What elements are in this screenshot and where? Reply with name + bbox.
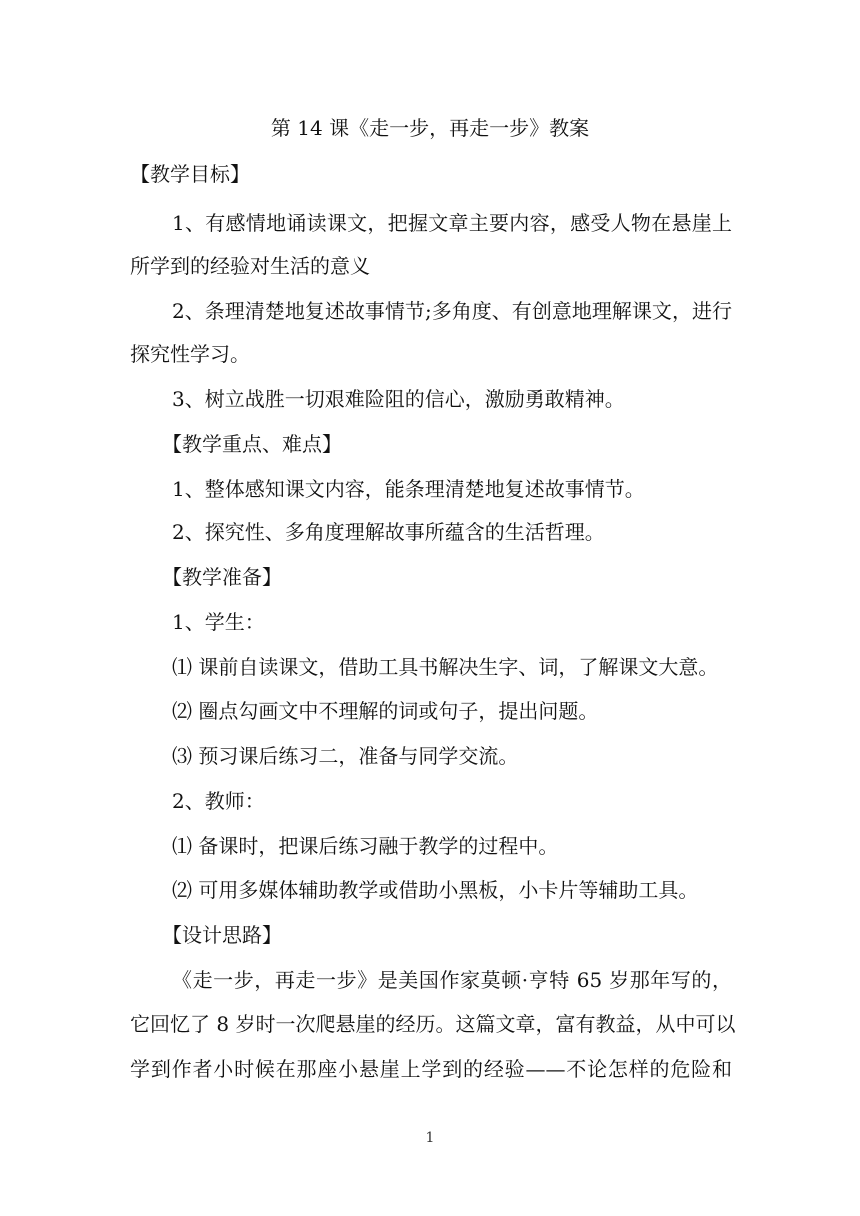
paragraph-line: 2、探究性、多角度理解故事所蕴含的生活哲理。 (172, 520, 605, 544)
document-title: 第 14 课《走一步，再走一步》教案 (270, 116, 590, 140)
page-number: 1 (425, 1130, 435, 1146)
list-item: ⑶ 预习课后练习二，准备与同学交流。 (172, 744, 519, 768)
paragraph-line: 3、树立战胜一切艰难险阻的信心，激励勇敢精神。 (172, 387, 625, 411)
list-item: ⑴ 备课时，把课后练习融于教学的过程中。 (172, 834, 559, 858)
paragraph-line: 它回忆了 8 岁时一次爬悬崖的经历。这篇文章，富有教益，从中可以 (130, 1012, 736, 1036)
paragraph-line: 1、整体感知课文内容，能条理清楚地复述故事情节。 (172, 477, 645, 501)
list-item: ⑵ 圈点勾画文中不理解的词或句子，提出问题。 (172, 699, 599, 723)
paragraph-line: 《走一步，再走一步》是美国作家莫顿·亨特 65 岁那年写的， (172, 968, 732, 992)
list-item: ⑴ 课前自读课文，借助工具书解决生字、词，了解课文大意。 (172, 655, 719, 679)
list-item: ⑵ 可用多媒体辅助教学或借助小黑板，小卡片等辅助工具。 (172, 878, 699, 902)
paragraph-line: 1、有感情地诵读课文，把握文章主要内容，感受人物在悬崖上 (172, 211, 732, 235)
section-heading-preparation: 【教学准备】 (162, 565, 282, 589)
paragraph-line: 探究性学习。 (130, 342, 250, 366)
paragraph-line: 2、条理清楚地复述故事情节;多角度、有创意地理解课文，进行 (172, 299, 732, 323)
section-heading-objectives: 【教学目标】 (130, 162, 250, 186)
section-heading-key-points: 【教学重点、难点】 (162, 432, 342, 456)
paragraph-line: 学到作者小时候在那座小悬崖上学到的经验——不论怎样的危险和 (130, 1057, 732, 1081)
section-heading-design: 【设计思路】 (162, 923, 282, 947)
paragraph-line: 2、教师： (172, 789, 265, 813)
paragraph-line: 所学到的经验对生活的意义 (130, 254, 370, 278)
paragraph-line: 1、学生： (172, 610, 265, 634)
